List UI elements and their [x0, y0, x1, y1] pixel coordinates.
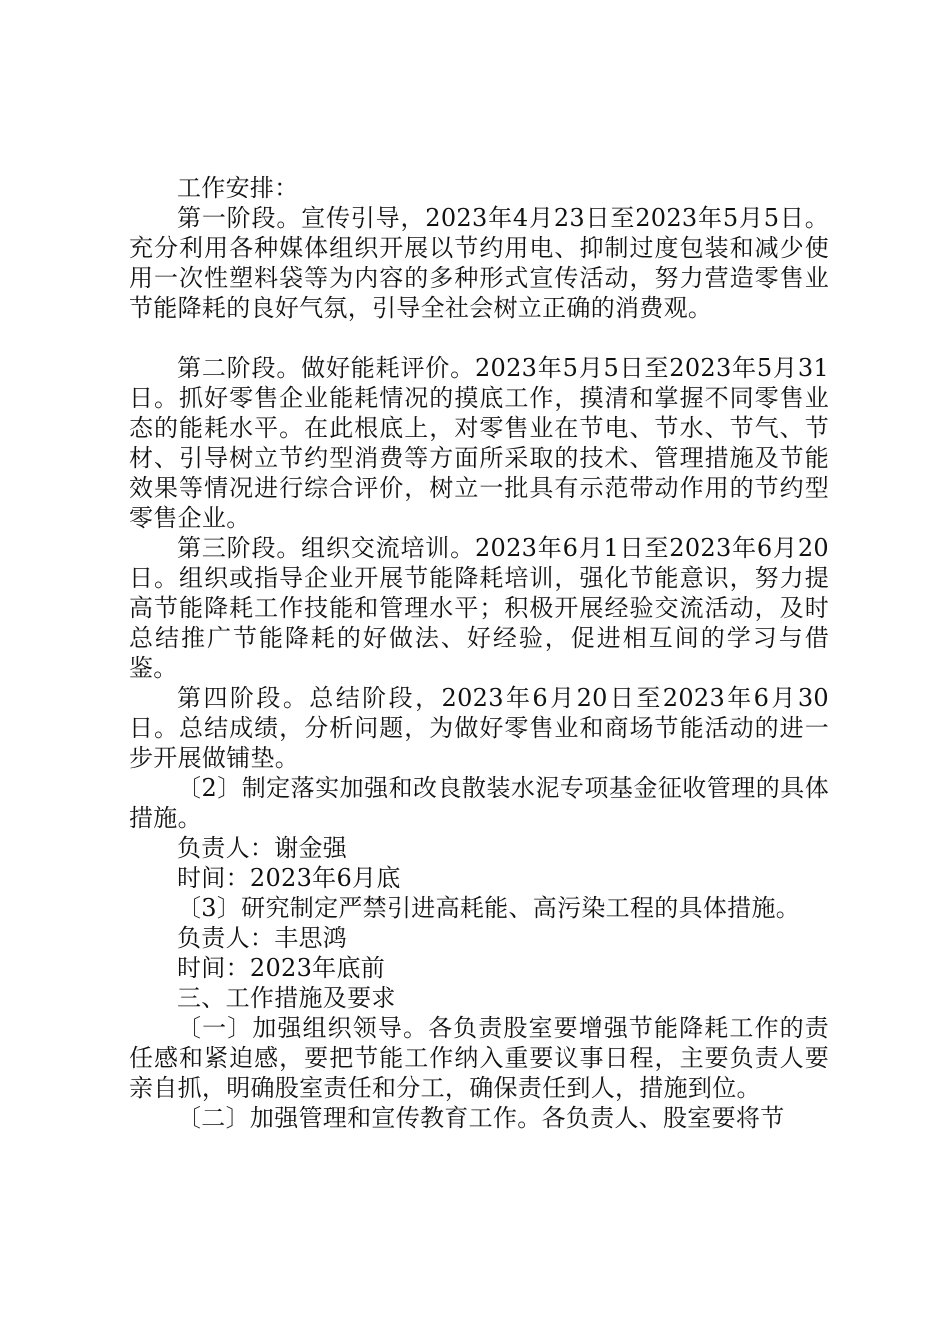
paragraph-phase-two: 第二阶段。做好能耗评价。2023年5月5日至2023年5月31日。抓好零售企业能耗情况的摸底工作，摸清和掌握不同零售业态的能耗水平。在此根底上，对零售业在节电、节水、节气、节材、引导树立节约型消费等方面所采取的技术、管理措施及节能效果等情况进行综合评价，树立一批具有示范带动作用的节约型零售企业。	[129, 354, 829, 532]
paragraph-item-2-time: 时间：2023年6月底	[177, 864, 401, 892]
paragraph-phase-one: 第一阶段。宣传引导，2023年4月23日至2023年5月5日。充分利用各种媒体组织开展以节约用电、抑制过度包装和减少使用一次性塑料袋等为内容的多种形式宣传活动，努力营造零售业节能降耗的良好气氛，引导全社会树立正确的消费观。	[129, 204, 829, 322]
paragraph-item-3-time: 时间：2023年底前	[177, 954, 386, 982]
document-body	[129, 173, 829, 1133]
paragraph-item-3: 〔3〕研究制定严禁引进高耗能、高污染工程的具体措施。	[177, 894, 801, 922]
paragraph-item-2: 〔2〕制定落实加强和改良散装水泥专项基金征收管理的具体措施。	[129, 774, 829, 832]
paragraph-phase-four: 第四阶段。总结阶段，2023年6月20日至2023年6月30日。总结成绩，分析问题，为做好零售业和商场节能活动的进一步开展做铺垫。	[129, 684, 829, 772]
paragraph-item-2-owner: 负责人：谢金强	[177, 834, 348, 862]
section-heading-measures: 三、工作措施及要求	[177, 984, 396, 1012]
paragraph-measure-two: 〔二〕加强管理和宣传教育工作。各负责人、股室要将节	[177, 1104, 785, 1132]
paragraph-item-3-owner: 负责人：丰思鸿	[177, 924, 348, 952]
paragraph-work-arrangement: 工作安排：	[177, 174, 299, 202]
paragraph-measure-one: 〔一〕加强组织领导。各负责股室要增强节能降耗工作的责任感和紧迫感，要把节能工作纳入重要议事日程，主要负责人要亲自抓，明确股室责任和分工，确保责任到人，措施到位。	[129, 1014, 829, 1102]
paragraph-phase-three: 第三阶段。组织交流培训。2023年6月1日至2023年6月20日。组织或指导企业开展节能降耗培训，强化节能意识，努力提高节能降耗工作技能和管理水平；积极开展经验交流活动，及时总结推广节能降耗的好做法、好经验，促进相互间的学习与借鉴。	[129, 534, 829, 682]
